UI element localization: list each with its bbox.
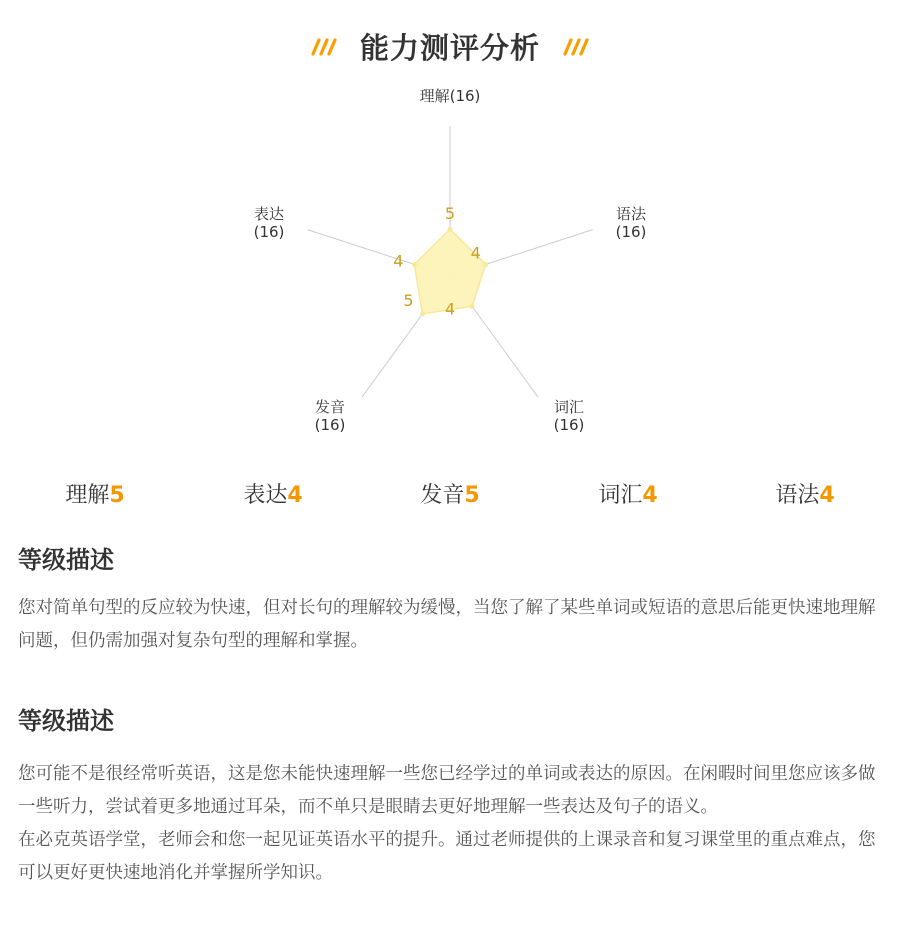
- score-value: 4: [287, 483, 303, 508]
- section-description: [18, 592, 888, 658]
- score-summary: [0, 478, 900, 518]
- slash-stripes-icon: [559, 38, 593, 56]
- section-description: [18, 758, 888, 890]
- radar-data-point: [420, 311, 425, 316]
- score-value: 5: [109, 483, 125, 508]
- radar-data-point: [412, 262, 417, 267]
- radar-data-point: [483, 262, 488, 267]
- page-title: 能力测评分析: [359, 31, 540, 65]
- radar-axis-max: (16): [615, 223, 647, 241]
- slash-stripes-icon: [307, 38, 341, 56]
- radar-value-label: 4: [393, 251, 404, 271]
- radar-axis-label: 表达: [253, 205, 285, 223]
- radar-axis-label: 理解(16): [419, 87, 481, 105]
- radar-value-label: 4: [470, 243, 481, 263]
- radar-axis-max: (16): [314, 416, 346, 434]
- score-item: [15, 478, 175, 509]
- radar-axis-label: 语法: [615, 205, 647, 223]
- score-label: 发音: [420, 483, 465, 508]
- score-label: 词汇: [598, 483, 643, 508]
- description-paragraph: 您可能不是很经常听英语，这是您未能快速理解一些您已经学过的单词或表达的原因。在闲暇时间里您应该多做一些听力，尝试着更多地通过耳朵，而不单只是眼睛去更好地理解一些表达及句子的语义。: [18, 764, 876, 817]
- score-item: [548, 478, 708, 509]
- radar-axis-label: 发音: [314, 398, 346, 416]
- score-value: 4: [642, 483, 658, 508]
- radar-value-label: 4: [444, 299, 456, 319]
- radar-data-point: [470, 304, 475, 309]
- section-title: 等级描述: [18, 707, 114, 735]
- radar-chart: [0, 70, 900, 460]
- radar-value-label: 5: [444, 204, 456, 224]
- radar-axis-max: (16): [553, 416, 585, 434]
- score-item: [725, 478, 885, 509]
- description-paragraph: 您对简单句型的反应较为快速，但对长句的理解较为缓慢，当您了解了某些单词或短语的意思后能更快速地理解问题，但仍需加强对复杂句型的理解和掌握。: [18, 598, 876, 651]
- score-value: 4: [819, 483, 835, 508]
- page-header: [0, 26, 900, 67]
- score-label: 语法: [775, 483, 820, 508]
- radar-value-label: 5: [403, 290, 414, 310]
- score-label: 理解: [65, 483, 110, 508]
- score-item: [193, 478, 353, 509]
- radar-axis-max: (16): [253, 223, 285, 241]
- description-paragraph: 在必克英语学堂，老师会和您一起见证英语水平的提升。通过老师提供的上课录音和复习课堂里的重点难点，您可以更好更快速地消化并掌握所学知识。: [18, 830, 876, 883]
- score-item: [370, 478, 530, 509]
- radar-axis-label: 词汇: [553, 398, 585, 416]
- section-title: 等级描述: [18, 546, 114, 574]
- score-value: 5: [464, 483, 480, 508]
- score-label: 表达: [243, 483, 288, 508]
- radar-data-point: [448, 227, 453, 232]
